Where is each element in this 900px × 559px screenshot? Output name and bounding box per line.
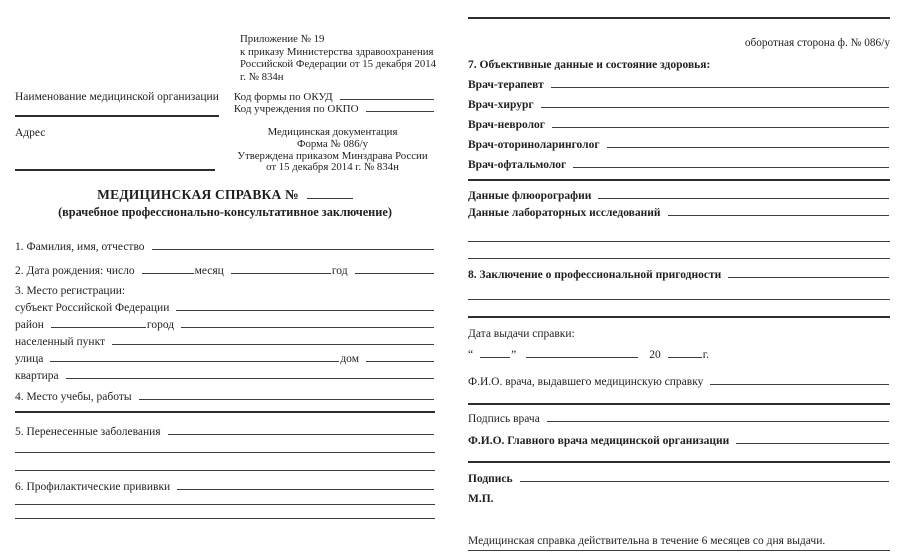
district-label: район bbox=[15, 318, 44, 331]
chief-fio-row bbox=[468, 428, 890, 447]
chief-fio-blank-line bbox=[736, 442, 889, 444]
day-blank-line bbox=[480, 356, 510, 358]
codes-block bbox=[234, 91, 435, 117]
birth-year-label: год bbox=[331, 264, 348, 277]
sign-label: Подпись bbox=[468, 473, 513, 485]
house-label: дом bbox=[340, 352, 359, 365]
doctor-row bbox=[468, 111, 890, 131]
doctor-row bbox=[468, 71, 890, 91]
chief-fio-label: Ф.И.О. Главного врача медицинской организации bbox=[468, 435, 730, 447]
appendix-line: к приказу Министерства здравоохранения bbox=[240, 45, 434, 58]
registration-label: 3. Место регистрации: bbox=[15, 284, 126, 297]
med-doc-line: Форма № 086/у bbox=[296, 137, 368, 150]
study-work-extra-line bbox=[15, 411, 435, 413]
therapist-label: Врач-терапевт bbox=[468, 79, 544, 91]
field-street-house-row bbox=[15, 348, 435, 365]
surgeon-blank-line bbox=[541, 106, 889, 108]
otolaryngologist-label: Врач-оториноларинголог bbox=[468, 139, 600, 151]
org-name-block bbox=[15, 91, 219, 117]
okud-row bbox=[234, 91, 435, 103]
street-label: улица bbox=[15, 352, 44, 365]
doctor-sign-label: Подпись врача bbox=[468, 413, 540, 425]
field-study-work-row bbox=[15, 384, 435, 403]
field-birthdate-row bbox=[15, 258, 435, 277]
birth-month-label: месяц bbox=[194, 264, 224, 277]
back-side-note: оборотная сторона ф. № 086/у bbox=[744, 37, 890, 49]
form-back-page bbox=[468, 0, 890, 551]
med-doc-line: от 15 декабря 2014 г. № 834н bbox=[266, 161, 399, 174]
lab-tests-extra-line bbox=[468, 258, 890, 259]
fluorography-label: Данные флюорографии bbox=[468, 190, 592, 202]
section8-blank-line bbox=[728, 276, 889, 278]
section7-divider bbox=[468, 179, 890, 181]
okpo-blank-line bbox=[366, 110, 434, 112]
field-apartment-row bbox=[15, 365, 435, 382]
settlement-blank-line bbox=[112, 343, 434, 345]
city-blank-line bbox=[181, 326, 434, 328]
city-label: город bbox=[146, 318, 175, 331]
century-prefix: 20 bbox=[649, 349, 661, 361]
lab-tests-blank-line bbox=[668, 214, 889, 216]
close-quote: ” bbox=[511, 349, 517, 361]
form-title bbox=[15, 186, 435, 203]
lab-tests-label: Данные лабораторных исследований bbox=[468, 207, 661, 219]
section7-title: 7. Объективные данные и состояние здоровья: bbox=[468, 59, 711, 71]
form-title-block bbox=[15, 186, 435, 220]
org-name-label: Наименование медицинской организации bbox=[15, 91, 219, 104]
issue-date-row bbox=[468, 325, 890, 340]
field-fio-row bbox=[15, 234, 435, 253]
past-illnesses-extra-line bbox=[15, 470, 435, 471]
date-blank-row bbox=[468, 344, 890, 361]
appendix-note bbox=[240, 33, 435, 83]
year-suffix: г. bbox=[702, 349, 710, 361]
district-blank-line bbox=[51, 326, 146, 328]
doctor-fio-divider bbox=[468, 403, 890, 405]
neurologist-label: Врач-невролог bbox=[468, 119, 546, 131]
ophthalmologist-blank-line bbox=[573, 166, 889, 168]
field-past-illnesses-row bbox=[15, 419, 435, 438]
apartment-blank-line bbox=[66, 377, 434, 379]
vaccinations-label: 6. Профилактические прививки bbox=[15, 480, 171, 493]
address-block bbox=[15, 127, 215, 173]
settlement-label: населенный пункт bbox=[15, 335, 106, 348]
field-registration-row bbox=[15, 279, 435, 297]
certificate-number-blank bbox=[307, 186, 353, 199]
study-work-blank-line bbox=[139, 398, 434, 400]
doctor-fio-blank-line bbox=[710, 383, 889, 385]
org-codes-row bbox=[15, 91, 435, 117]
doctor-row bbox=[468, 131, 890, 151]
doctor-sign-row bbox=[468, 408, 890, 425]
section8-row bbox=[468, 262, 890, 281]
stamp-label: М.П. bbox=[468, 493, 494, 505]
doctor-sign-blank-line bbox=[547, 420, 889, 422]
sign-row bbox=[468, 467, 890, 485]
fio-blank-line bbox=[152, 248, 434, 250]
fio-label: 1. Фамилия, имя, отчество bbox=[15, 240, 145, 253]
surgeon-label: Врач-хирург bbox=[468, 99, 534, 111]
subject-blank-line bbox=[176, 309, 434, 311]
section8-divider bbox=[468, 316, 890, 318]
neurologist-blank-line bbox=[552, 126, 889, 128]
top-rule bbox=[468, 17, 890, 19]
past-illnesses-blank-line bbox=[168, 433, 434, 435]
birth-month-blank-line bbox=[231, 272, 331, 274]
vaccinations-blank-line bbox=[177, 488, 434, 490]
birthdate-label: 2. Дата рождения: число bbox=[15, 264, 135, 277]
address-blank-line bbox=[15, 169, 215, 171]
study-work-label: 4. Место учебы, работы bbox=[15, 390, 132, 403]
vaccinations-extra-line bbox=[15, 504, 435, 505]
lab-tests-row bbox=[468, 202, 890, 219]
appendix-line: г. № 834н bbox=[240, 70, 284, 83]
okpo-label: Код учреждения по ОКПО bbox=[233, 103, 359, 116]
form-subtitle: (врачебное профессионально-консультативное заключение) bbox=[58, 204, 392, 219]
birth-year-blank-line bbox=[355, 272, 434, 274]
form-title-text: МЕДИЦИНСКАЯ СПРАВКА № bbox=[97, 186, 299, 202]
appendix-line: Российской Федерации от 15 декабря 2014 bbox=[240, 58, 437, 71]
med-doc-line: Утверждена приказом Минздрава России bbox=[237, 149, 428, 162]
doctor-row bbox=[468, 91, 890, 111]
ophthalmologist-label: Врач-офтальмолог bbox=[468, 159, 567, 171]
section8-extra-line bbox=[468, 299, 890, 300]
doctor-fio-row bbox=[468, 369, 890, 388]
chief-fio-divider bbox=[468, 461, 890, 463]
org-name-blank-line bbox=[15, 115, 219, 117]
lab-tests-extra-line bbox=[468, 241, 890, 242]
field-settlement-row bbox=[15, 331, 435, 348]
field-district-city-row bbox=[15, 314, 435, 331]
stamp-row bbox=[468, 490, 890, 505]
apartment-label: квартира bbox=[15, 369, 59, 382]
section7-title-row bbox=[468, 55, 890, 71]
med-doc-block bbox=[230, 127, 435, 173]
open-quote: “ bbox=[468, 349, 474, 361]
past-illnesses-label: 5. Перенесенные заболевания bbox=[15, 425, 161, 438]
birth-day-blank-line bbox=[142, 272, 194, 274]
vaccinations-extra-line bbox=[15, 518, 435, 519]
otolaryngologist-blank-line bbox=[607, 146, 889, 148]
validity-note: Медицинская справка действительна в течение 6 месяцев со дня выдачи. bbox=[468, 535, 890, 551]
year-blank-line bbox=[668, 356, 702, 358]
fluorography-blank-line bbox=[598, 197, 889, 199]
subject-label: субъект Российской Федерации bbox=[15, 301, 170, 314]
issue-date-label: Дата выдачи справки: bbox=[468, 328, 575, 340]
okpo-row bbox=[234, 103, 435, 115]
doctor-fio-label: Ф.И.О. врача, выдавшего медицинскую справку bbox=[468, 376, 704, 388]
appendix-line: Приложение № 19 bbox=[240, 33, 325, 45]
past-illnesses-extra-line bbox=[15, 452, 435, 453]
therapist-blank-line bbox=[551, 86, 889, 88]
field-subject-row bbox=[15, 297, 435, 314]
okud-label: Код формы по ОКУД bbox=[233, 91, 333, 104]
field-vaccinations-row bbox=[15, 474, 435, 493]
okud-blank-line bbox=[340, 98, 434, 100]
fluorography-row bbox=[468, 185, 890, 202]
address-label: Адрес bbox=[15, 127, 46, 140]
address-docinfo-row bbox=[15, 127, 435, 173]
sign-blank-line bbox=[520, 480, 889, 482]
house-blank-line bbox=[366, 360, 434, 362]
month-blank-line bbox=[526, 356, 638, 358]
form-front-page bbox=[15, 0, 435, 519]
med-doc-line: Медицинская документация bbox=[267, 126, 398, 139]
section8-title: 8. Заключение о профессиональной пригодности bbox=[468, 269, 722, 281]
street-blank-line bbox=[50, 360, 339, 362]
doctor-row bbox=[468, 151, 890, 171]
